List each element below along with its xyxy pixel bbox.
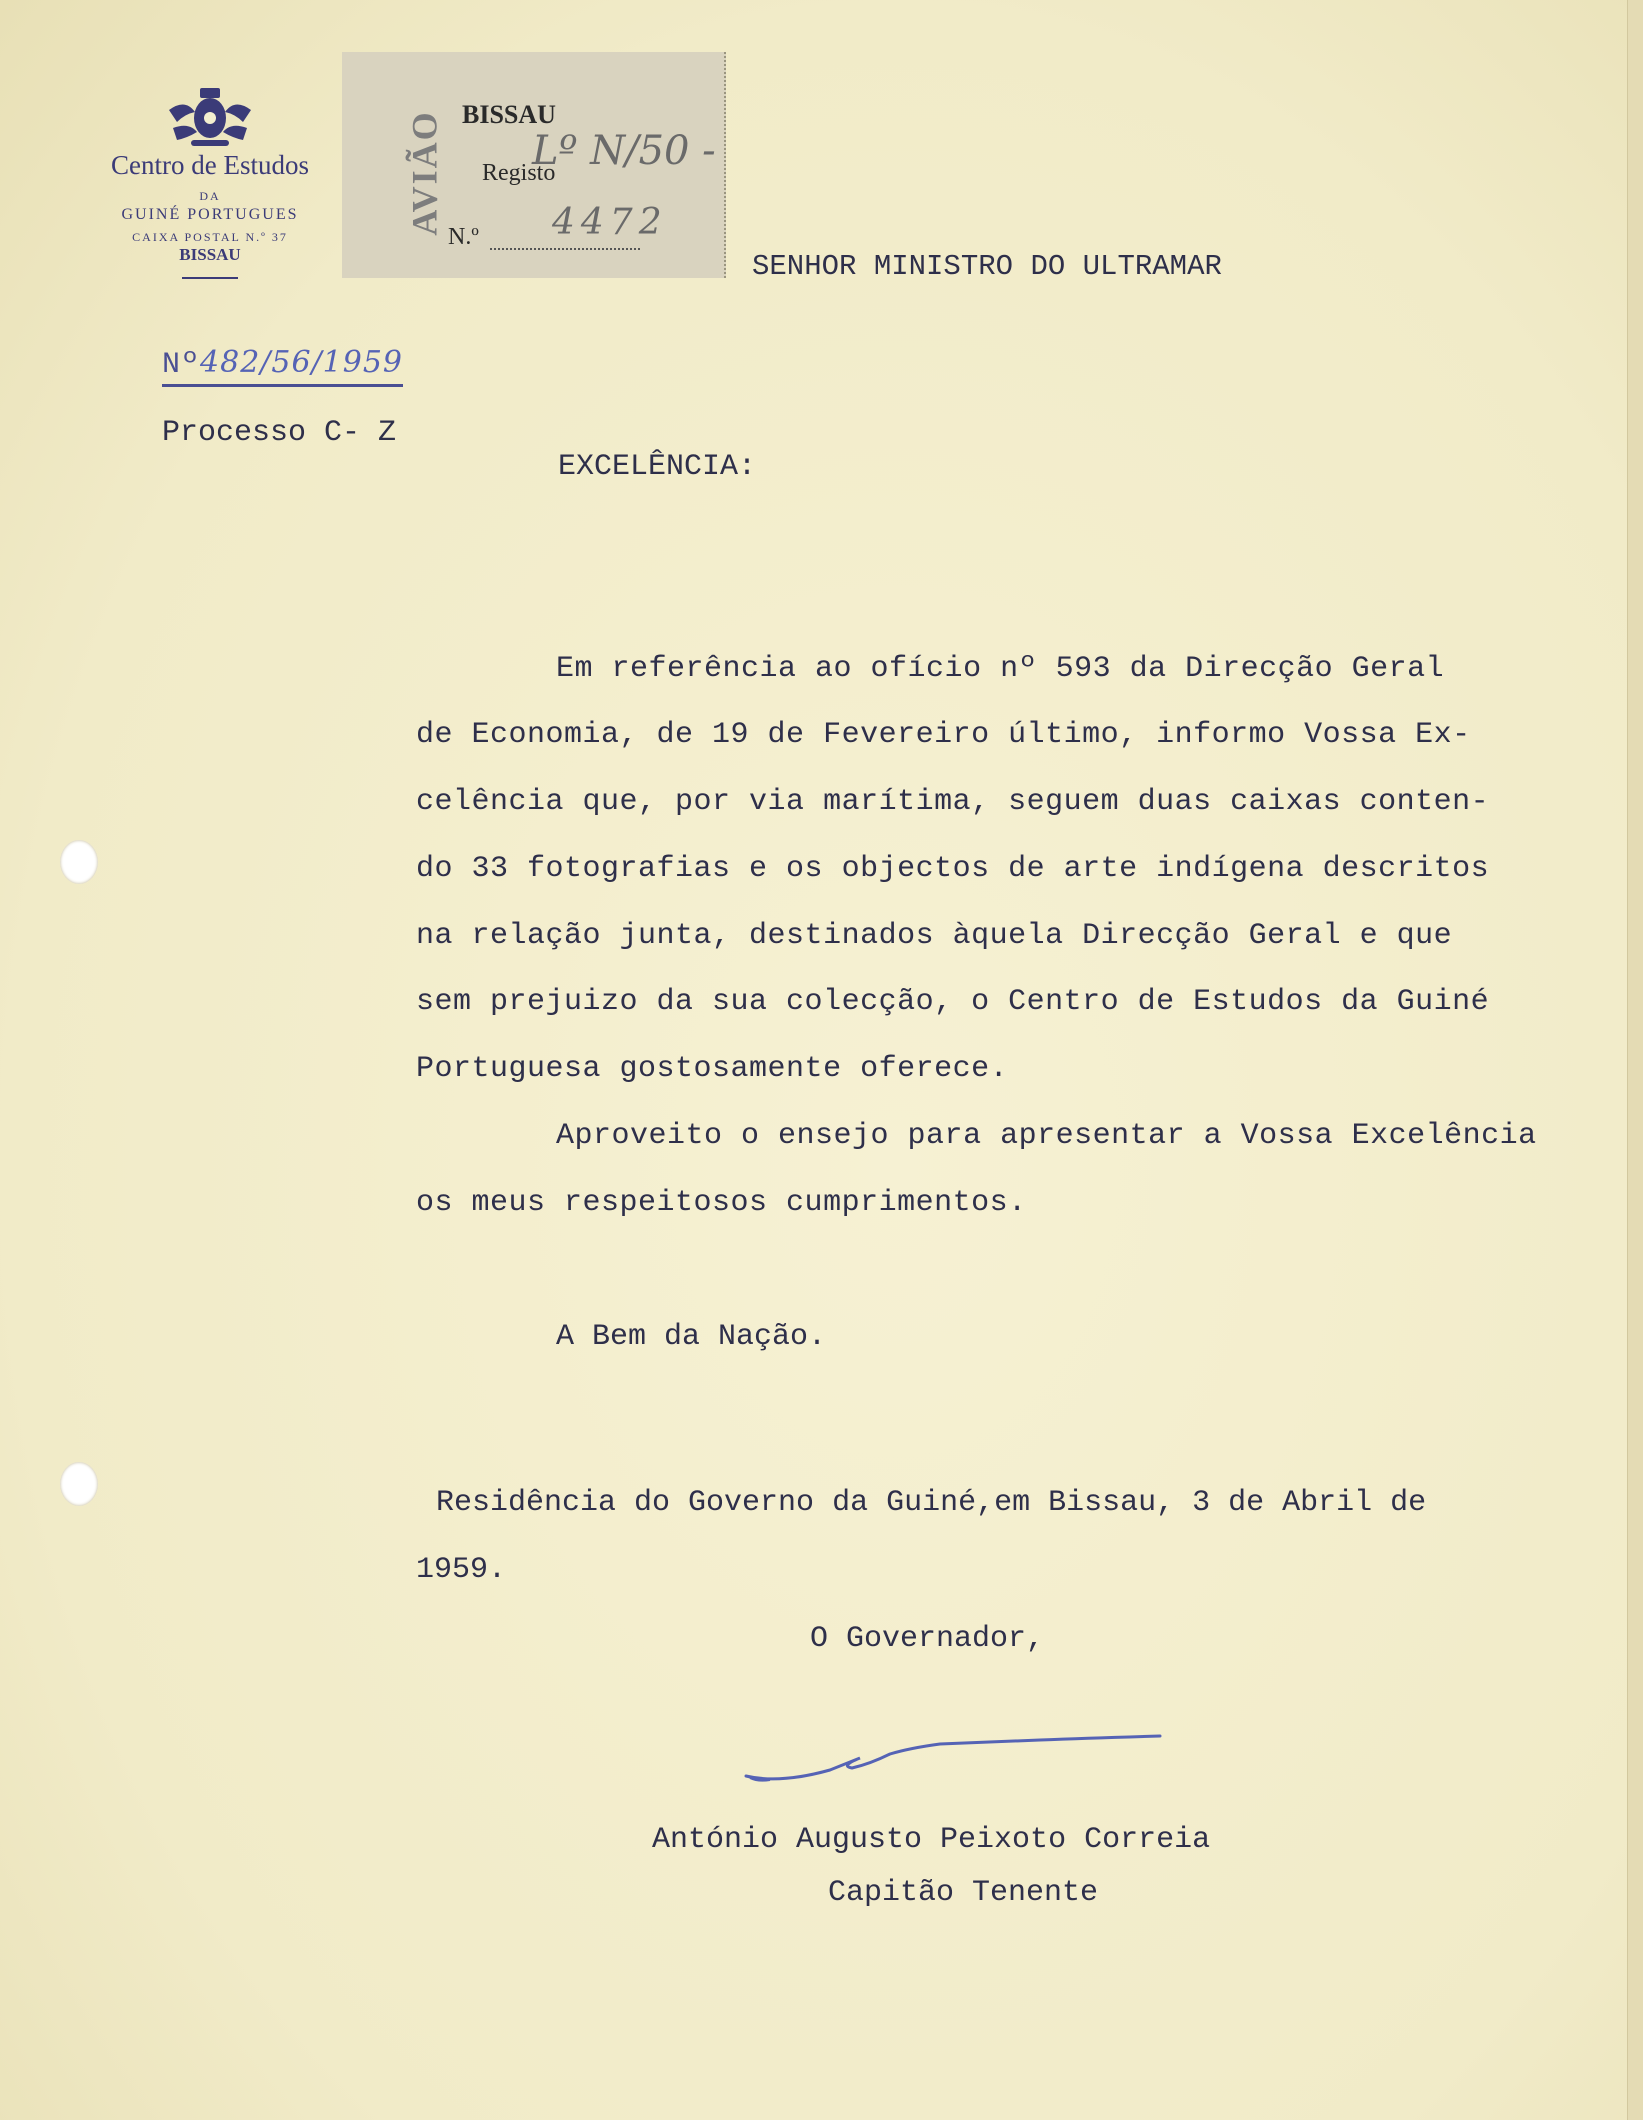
reference-prefix: Nº <box>162 348 201 382</box>
stamp-city: BISSAU <box>462 100 556 129</box>
letterhead-rule <box>182 277 238 279</box>
stamp-aviao-label: AVIÃO <box>404 110 445 236</box>
letterhead-org: Centro de Estudos <box>111 150 309 180</box>
stamp-number-line <box>490 248 640 250</box>
punch-hole-lower <box>60 1462 98 1506</box>
body-line: Em referência ao ofício nº 593 da Direcção Geral <box>556 652 1445 686</box>
letterhead-da: DA <box>199 189 221 203</box>
reference-number <box>162 345 403 387</box>
letterhead-caixa: CAIXA POSTAL N.º 37 <box>132 230 288 244</box>
closing: A Bem da Nação. <box>556 1320 827 1354</box>
letterhead <box>70 82 350 279</box>
processo-line: Processo C- Z <box>162 416 397 450</box>
body-line: celência que, por via marítima, seguem duas caixas conten- <box>416 785 1490 819</box>
salutation: EXCELÊNCIA: <box>558 450 757 484</box>
addressee: SENHOR MINISTRO DO ULTRAMAR <box>752 250 1222 283</box>
letterhead-guine: GUINÉ PORTUGUES <box>121 206 299 223</box>
reference-value: 482/56/1959 <box>200 345 404 380</box>
stamp-number-value: 4472 <box>552 202 668 243</box>
coat-of-arms-icon <box>165 82 255 152</box>
stamp-handwritten-annotation: Lº N/50 - <box>532 128 716 174</box>
body-line: sem prejuizo da sua colecção, o Centro de Estudos da Guiné <box>416 985 1490 1019</box>
stamp-number-label: N.º <box>448 224 479 250</box>
body-line: Portuguesa gostosamente oferece. <box>416 1052 1009 1086</box>
body-line: de Economia, de 19 de Fevereiro último, informo Vossa Ex- <box>416 718 1471 752</box>
place-date-line: 1959. <box>416 1553 507 1587</box>
paper-edge <box>1627 0 1643 2120</box>
body-line: Aproveito o ensejo para apresentar a Vossa Excelência <box>556 1119 1537 1153</box>
signatory-title: O Governador, <box>810 1622 1045 1656</box>
punch-hole-upper <box>60 840 98 884</box>
body-line: os meus respeitosos cumprimentos. <box>416 1186 1027 1220</box>
handwritten-signature-icon <box>740 1718 1180 1798</box>
signatory-name: António Augusto Peixoto Correia <box>652 1823 1211 1857</box>
body-line: na relação junta, destinados àquela Direcção Geral e que <box>416 919 1453 953</box>
body-line: do 33 fotografias e os objectos de arte indígena descritos <box>416 852 1490 886</box>
registration-stamp <box>342 52 726 278</box>
stamp-registo-label: Registo <box>482 160 556 186</box>
letterhead-city: BISSAU <box>179 245 241 264</box>
signatory-rank: Capitão Tenente <box>828 1876 1099 1910</box>
place-date-line: Residência do Governo da Guiné,em Bissau, 3 de Abril de <box>436 1486 1427 1520</box>
